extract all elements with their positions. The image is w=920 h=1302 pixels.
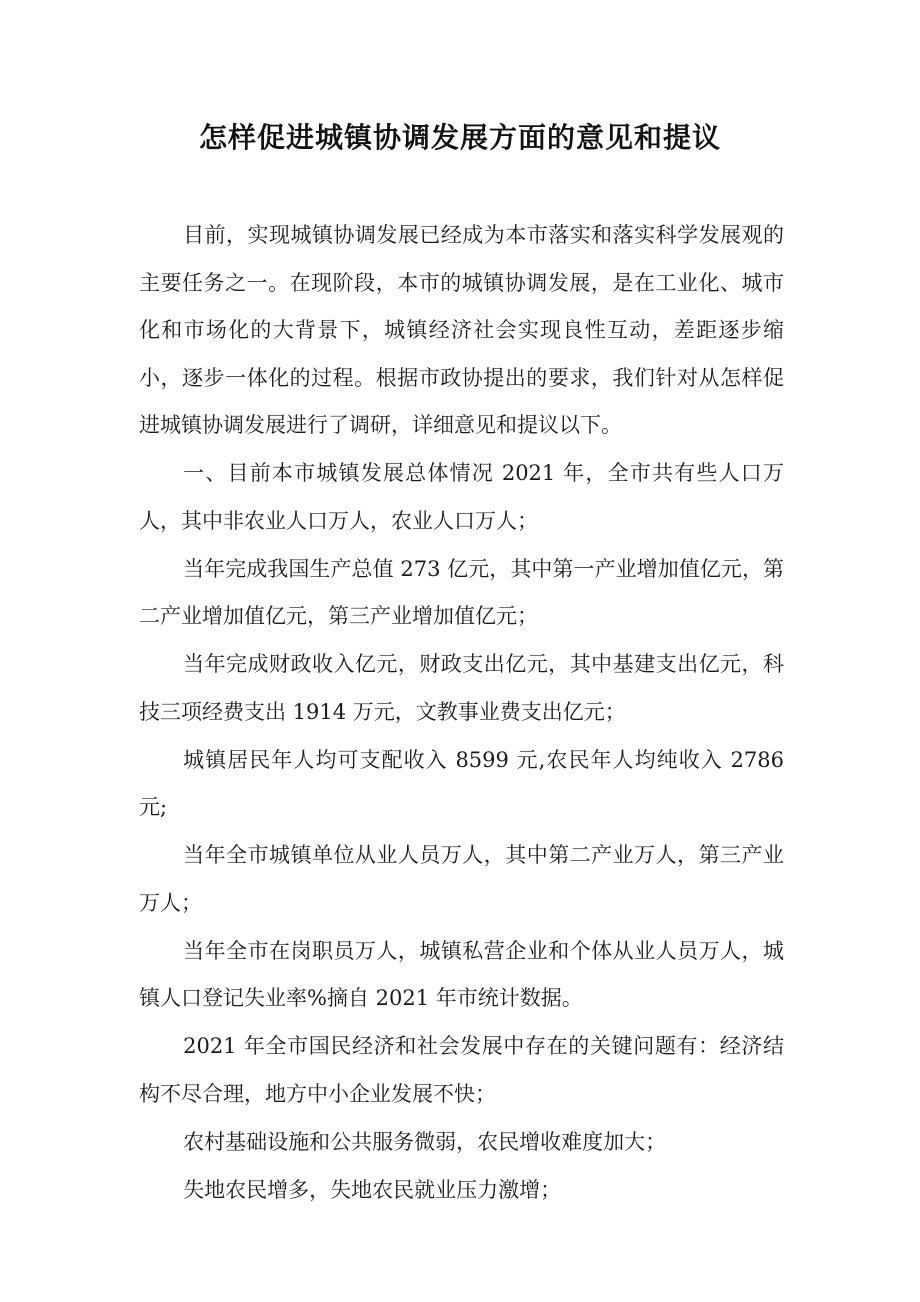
paragraph-intro: 目前，实现城镇协调发展已经成为本市落实和落实科学发展观的主要任务之一。在现阶段，本市的城镇协调发展，是在工业化、城市化和市场化的大背景下，城镇经济社会实现良性互动，差距逐步缩小，逐步一体化的过程。根据市政协提出的要求，我们针对从怎样促进城镇协调发展进行了调研，详细意见和提议以下。 bbox=[139, 223, 784, 437]
paragraph-employment: 当年全市城镇单位从业人员万人，其中第二产业万人，第三产业万人； bbox=[139, 843, 784, 915]
paragraph-gdp: 当年完成我国生产总值 273 亿元，其中第一产业增加值亿元，第二产业增加值亿元，第三产业增加值亿元； bbox=[139, 556, 784, 628]
paragraph-finance: 当年完成财政收入亿元，财政支出亿元，其中基建支出亿元，科技三项经费支出 1914 万元，文教事业费支出亿元； bbox=[139, 652, 784, 724]
paragraph-rural: 农村基础设施和公共服务微弱，农民增收难度加大； bbox=[183, 1129, 667, 1154]
paragraph-income: 城镇居民年人均可支配收入 8599 元,农民年人均纯收入 2786 元; bbox=[139, 747, 784, 819]
paragraph-landless: 失地农民增多，失地农民就业压力激增； bbox=[183, 1177, 562, 1202]
paragraph-population: 一、目前本市城镇发展总体情况 2021 年，全市共有些人口万人，其中非农业人口万人，农业人口万人； bbox=[139, 461, 784, 533]
document-title: 怎样促进城镇协调发展方面的意见和提议 bbox=[198, 121, 721, 154]
document-body bbox=[139, 212, 784, 1215]
paragraph-staff: 当年全市在岗职员万人，城镇私营企业和个体从业人员万人，城镇人口登记失业率%摘自 2021 年市统计数据。 bbox=[139, 938, 784, 1010]
paragraph-problems: 2021 年全市国民经济和社会发展中存在的关键问题有：经济结构不尽合理，地方中小企业发展不快； bbox=[139, 1034, 784, 1106]
